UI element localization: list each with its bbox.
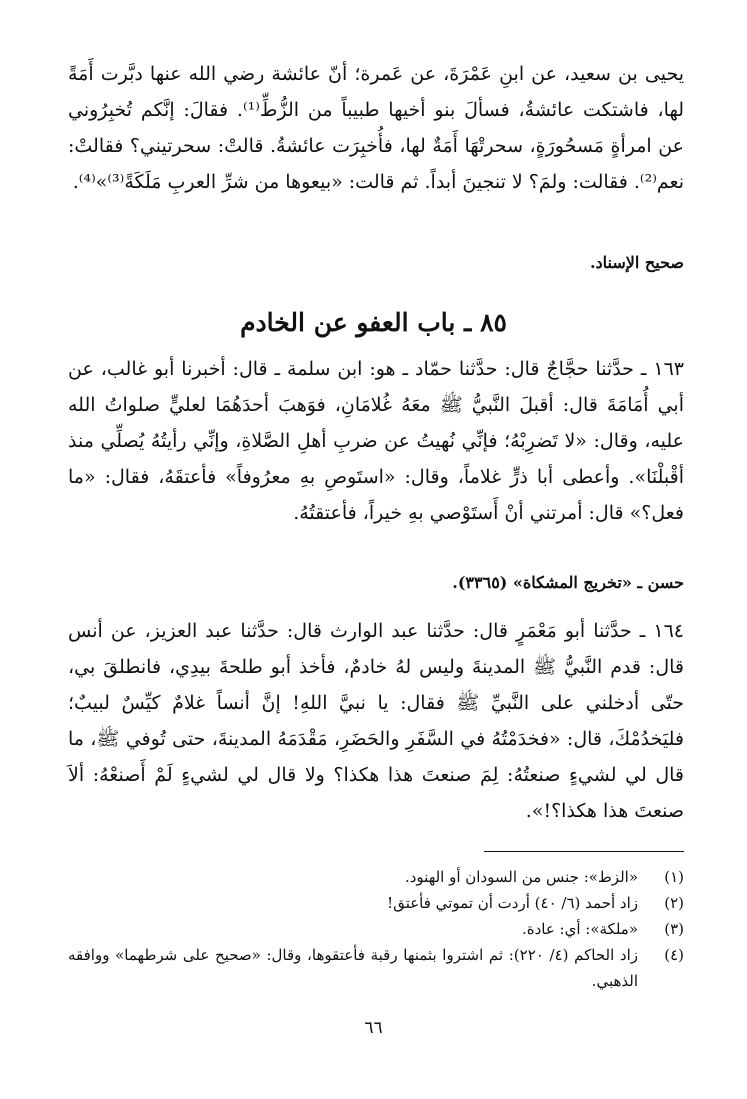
footnote-item (68, 864, 684, 890)
chapter-heading: ٨٥ ـ باب العفو عن الخادم (240, 308, 507, 337)
footnote-item (68, 916, 684, 942)
footnote-divider (484, 851, 684, 852)
page-number: ٦٦ (364, 1018, 383, 1038)
footnote-item (68, 890, 684, 916)
footnote-number: (٣) (664, 920, 684, 938)
hadith-paragraph-continued: يحيى بن سعيد، عن ابنِ عَمْرَةَ، عن عَمرة؛ أنّ عائشة رضي الله عنها دبَّرت أَمَةً لها، فاشتكت عائشةُ، فسألَ بنو أخيها طبيباً من الزُّطِّ⁽¹⁾. فقالَ: إنَّكم تُخبِرُوني عن امرأةٍ مَسحُورَةٍ، سحرتْهَا أَمَةٌ لها، فأُخبِرَت عائشةُ. قالتْ: سحرتيني؟ فقالتْ: نعم⁽²⁾. فقالت: ولمَ؟ لا تنجينَ أبداً. ثم قالت: «بيعوها من شرِّ العربِ مَلَكَةً⁽³⁾»⁽⁴⁾. (68, 63, 684, 193)
footnote-text: «ملكة»: أي: عادة. (521, 920, 638, 938)
hadith-grade: صحيح الإسناد. (589, 253, 684, 272)
footnote-text: زاد أحمد (٦/ ٤٠) أردت أن تموتي فأعتق! (387, 894, 638, 912)
hadith-grade: حسن ـ «تخريج المشكاة» (٣٣٦٥). (452, 573, 684, 592)
footnote-number: (٢) (664, 894, 684, 912)
hadith-paragraph-164: ١٦٤ ـ حدَّثنا أبو مَعْمَرٍ قال: حدَّثنا عبد الوارث قال: حدَّثنا عبد العزيز، عن أنس قال: قدم النَّبيُّ ﷺ المدينةَ وليس لهُ خادمٌ، فأخذ أبو طلحةَ بيدِي، فانطلقَ بي، حتّى أدخلني على النَّبيِّ ﷺ فقال: يا نبيَّ اللهِ! إنَّ أنساً غلامٌ كيِّسٌ لبيبٌ؛ فليَخدُمْكَ، قال: «فخدَمْتُهُ في السَّفَرِ والحَضَرِ، مَقْدَمَهُ المدينةَ، حتى تُوفي ﷺ، ما قال لي لشيءٍ صنعتُهُ: لِمَ صنعتَ هذا هكذا؟ ولا قال لي لشيءٍ لَمْ أَصنعْهُ: ألاَ صنعتَ هذا هكذا؟!». (68, 620, 684, 822)
footnote-number: (١) (664, 868, 684, 886)
footnote-text: زاد الحاكم (٤/ ٢٢٠): ثم اشتروا بثمنها رقبة فأعتقوها، وقال: «صحيح على شرطهما» ووافقه الذهبي. (68, 946, 639, 990)
footnote-item (68, 942, 684, 994)
footnotes (68, 864, 684, 994)
footnote-number: (٤) (664, 946, 684, 964)
hadith-paragraph-163: ١٦٣ ـ حدَّثنا حجَّاجٌ قال: حدَّثنا حمّاد ـ هو: ابن سلمة ـ قال: أخبرنا أبو غالب، عن أبي أُمَامَةَ قال: أقبلَ النَّبيُّ ﷺ معَهُ غُلامَانِ، فوَهبَ أحدَهُمَا لعليٍّ صلواتُ الله عليه، وقال: «لا تَضرِبْهُ؛ فإنِّي نُهيتُ عن ضربِ أهلِ الصَّلاةِ، وإنِّي رأيتُهُ يُصلِّي منذ أقْبلْنَا». وأعطى أبا ذرٍّ غلاماً، وقال: «استَوصِ بهِ معرُوفاً» فأعتقَهُ، فقال: «ما فعل؟» قال: أمرتني أنْ أَستَوْصي بهِ خيراً، فأعتقتُهُ. (68, 358, 684, 524)
footnote-text: «الزط»: جنس من السودان أو الهنود. (404, 868, 638, 886)
